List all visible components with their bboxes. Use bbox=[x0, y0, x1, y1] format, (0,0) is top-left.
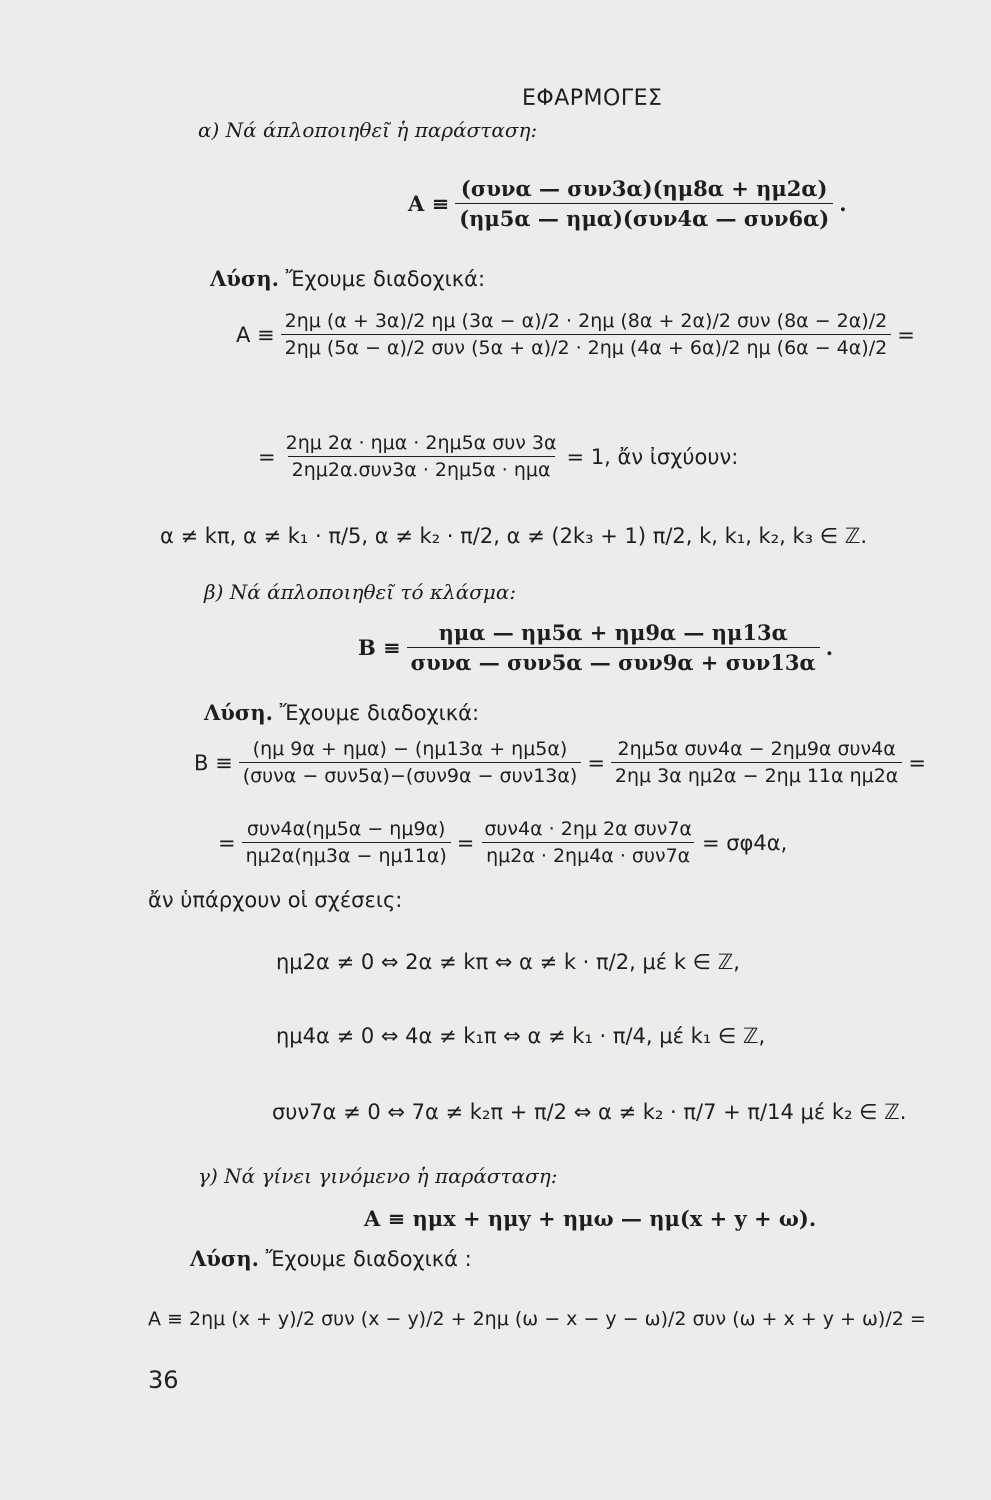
part-b-solution-header bbox=[204, 700, 479, 725]
step1-denominator-a: (συνα − συν5α)−(συν9α − συν13α) bbox=[239, 762, 582, 787]
step2-rhs: = 1, ἄν ἰσχύουν: bbox=[566, 444, 739, 469]
part-a-step2 bbox=[258, 432, 738, 481]
step2-lhs: = bbox=[218, 830, 236, 855]
part-a-lhs: Α ≡ bbox=[408, 191, 450, 216]
step1-numerator-a: (ημ 9α + ημα) − (ημ13α + ημ5α) bbox=[252, 738, 568, 760]
part-b-step1 bbox=[194, 738, 926, 787]
step2-lhs: = bbox=[258, 444, 276, 469]
part-b-label: β) Νά άπλοποιηθεῖ τό κλάσμα: bbox=[204, 580, 517, 604]
part-b-numerator: ημα — ημ5α + ημ9α — ημ13α bbox=[438, 620, 788, 645]
relations-intro: ἄν ὑπάρχουν οἱ σχέσεις: bbox=[148, 888, 403, 912]
solution-label: Λύση. bbox=[210, 266, 279, 291]
part-c-solution-header bbox=[190, 1246, 472, 1271]
step2-rhs: = σφ4α, bbox=[701, 830, 788, 855]
part-c-expression: Α ≡ ημx + ημy + ημω — ημ(x + y + ω). bbox=[364, 1206, 817, 1231]
step2-numerator-a: συν4α(ημ5α − ημ9α) bbox=[246, 818, 446, 840]
page-number: 36 bbox=[148, 1366, 179, 1394]
solution-intro: Ἔχουμε διαδοχικά: bbox=[279, 701, 480, 725]
step1-equals: = bbox=[587, 750, 605, 775]
part-a-numerator: (συνα — συν3α)(ημ8α + ημ2α) bbox=[460, 176, 828, 201]
part-a-conditions: α ≠ kπ, α ≠ k₁ · π/5, α ≠ k₂ · π/2, α ≠ (2k₃ + 1) π/2, k, k₁, k₂, k₃ ∈ ℤ. bbox=[160, 524, 868, 548]
step1-denominator: 2ημ (5α − α)/2 συν (5α + α)/2 · 2ημ (4α + 6α)/2 ημ (6α − 4α)/2 bbox=[281, 334, 892, 359]
solution-intro: Ἔχουμε διαδοχικά: bbox=[285, 267, 486, 291]
step2-denominator: 2ημ2α.συν3α · 2ημ5α · ημα bbox=[288, 456, 555, 481]
step2-equals: = bbox=[456, 830, 475, 855]
part-b-end: . bbox=[825, 635, 834, 660]
solution-intro: Ἔχουμε διαδοχικά : bbox=[265, 1247, 472, 1271]
step2-denominator-a: ημ2α(ημ3α − ημ11α) bbox=[242, 842, 451, 867]
step2-numerator: 2ημ 2α · ημα · 2ημ5α συν 3α bbox=[285, 432, 557, 454]
step1-lhs: Α ≡ bbox=[236, 322, 275, 347]
part-b-step2 bbox=[218, 818, 787, 867]
part-a-end: . bbox=[839, 191, 847, 216]
step2-denominator-b: ημ2α · 2ημ4α · συν7α bbox=[482, 842, 694, 867]
step2-numerator-b: συν4α · 2ημ 2α συν7α bbox=[484, 818, 692, 840]
solution-label: Λύση. bbox=[190, 1246, 259, 1271]
part-a-denominator: (ημ5α — ημα)(συν4α — συν6α) bbox=[455, 203, 833, 231]
step1-numerator: 2ημ (α + 3α)/2 ημ (3α − α)/2 · 2ημ (8α + 2α)/2 συν (8α − 2α)/2 bbox=[284, 310, 888, 332]
part-b-denominator: συνα — συν5α — συν9α + συν13α bbox=[407, 647, 820, 675]
relation-2: ημ4α ≠ 0 ⇔ 4α ≠ k₁π ⇔ α ≠ k₁ · π/4, μέ k₁ ∈ ℤ, bbox=[276, 1024, 766, 1048]
step1-rhs: = bbox=[897, 322, 915, 347]
relation-1: ημ2α ≠ 0 ⇔ 2α ≠ kπ ⇔ α ≠ k · π/2, μέ k ∈ ℤ, bbox=[276, 950, 740, 974]
step1-numerator-b: 2ημ5α συν4α − 2ημ9α συν4α bbox=[617, 738, 896, 760]
part-a-step1 bbox=[236, 310, 915, 359]
running-head: ΕΦΑΡΜΟΓΕΣ bbox=[522, 86, 663, 111]
part-a-solution-header bbox=[210, 266, 485, 291]
solution-label: Λύση. bbox=[204, 700, 273, 725]
part-c-label: γ) Νά γίνει γινόμενο ἡ παράσταση: bbox=[198, 1164, 558, 1188]
part-b-lhs: Β ≡ bbox=[358, 635, 401, 660]
relation-3: συν7α ≠ 0 ⇔ 7α ≠ k₂π + π/2 ⇔ α ≠ k₂ · π/7 + π/14 μέ k₂ ∈ ℤ. bbox=[272, 1100, 907, 1124]
part-a-expression bbox=[408, 176, 847, 231]
part-c-step1: Α ≡ 2ημ (x + y)/2 συν (x − y)/2 + 2ημ (ω − x − y − ω)/2 συν (ω + x + y + ω)/2 = bbox=[148, 1308, 926, 1330]
step1-denominator-b: 2ημ 3α ημ2α − 2ημ 11α ημ2α bbox=[611, 762, 902, 787]
step1-rhs: = bbox=[908, 750, 926, 775]
step1-lhs: Β ≡ bbox=[194, 750, 233, 775]
part-b-expression bbox=[358, 620, 833, 675]
part-a-label: α) Νά άπλοποιηθεῖ ἡ παράσταση: bbox=[198, 118, 538, 142]
